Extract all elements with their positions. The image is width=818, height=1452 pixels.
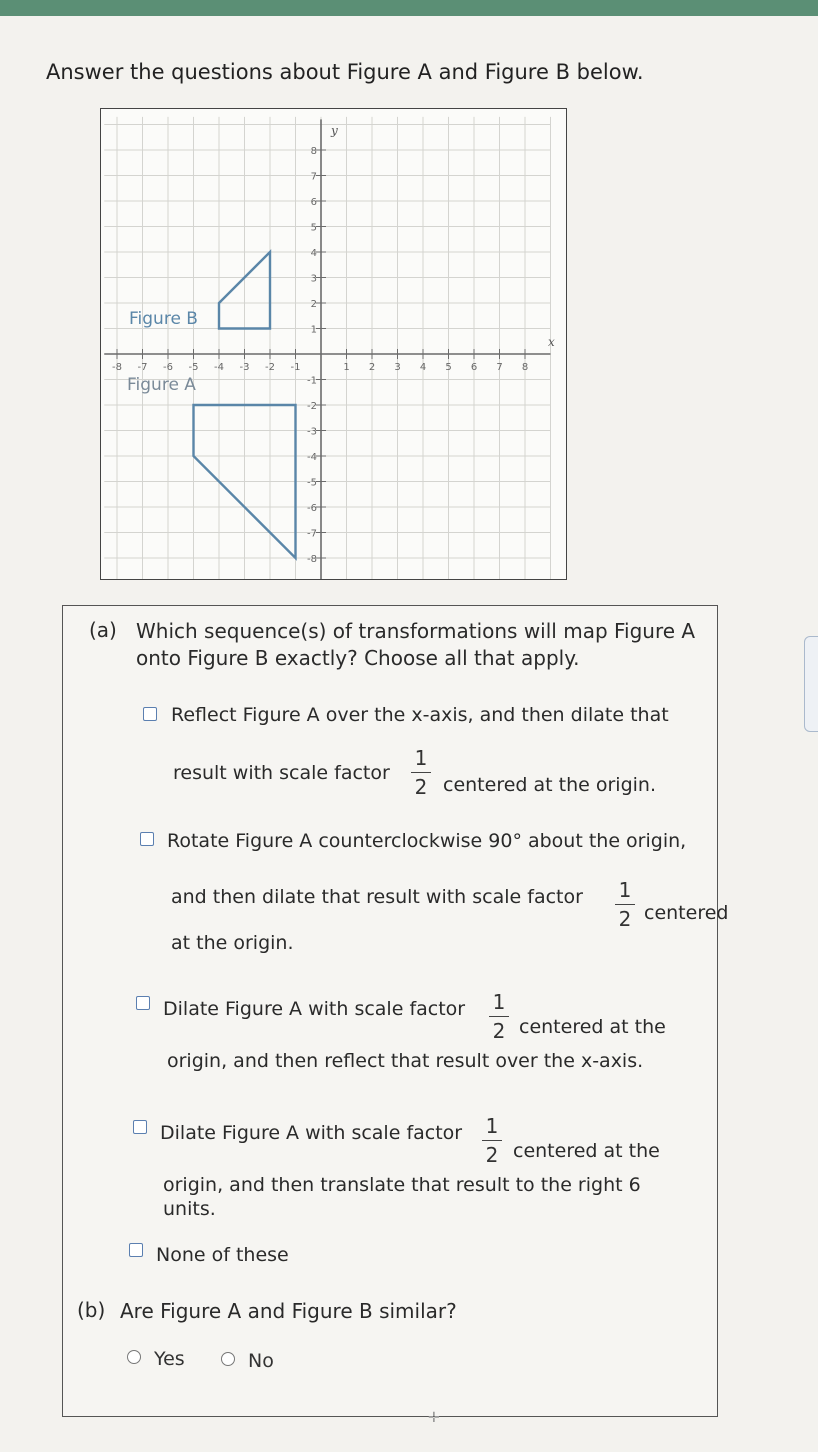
- coordinate-graph: [100, 108, 567, 580]
- y-tick-label: -6: [307, 503, 317, 514]
- fraction-denominator: 2: [414, 775, 428, 799]
- option-1-fraction: [409, 746, 433, 799]
- x-tick-label: 7: [496, 362, 503, 373]
- fraction-numerator: 1: [485, 1114, 499, 1138]
- cursor-icon: ✛: [428, 1410, 440, 1426]
- part-b-label: (b): [77, 1298, 106, 1322]
- option-2-line3: at the origin.: [171, 932, 294, 954]
- fraction-bar: [615, 904, 635, 905]
- x-tick-label: -2: [265, 362, 275, 373]
- option-3-checkbox[interactable]: [136, 996, 150, 1010]
- y-tick-label: -7: [307, 528, 317, 540]
- part-a-label: (a): [89, 618, 117, 642]
- x-tick-label: -4: [214, 362, 224, 373]
- part-a-question-line1: Which sequence(s) of transformations will map Figure A: [136, 619, 696, 643]
- x-tick-label: -7: [137, 362, 148, 373]
- fraction-bar: [482, 1140, 502, 1141]
- figure-b-label: Figure B: [129, 309, 198, 329]
- fraction-bar: [489, 1016, 509, 1017]
- option-2-line2-post: centered: [644, 902, 729, 924]
- fraction-numerator: 1: [492, 990, 506, 1014]
- fraction-numerator: 1: [618, 878, 632, 902]
- option-5-checkbox[interactable]: [129, 1243, 143, 1257]
- y-tick-label: -3: [307, 426, 317, 438]
- option-2-line1: Rotate Figure A counterclockwise 90° about the origin,: [167, 830, 687, 852]
- y-tick-label: 2: [310, 299, 317, 310]
- top-bar: [0, 0, 818, 16]
- fraction-denominator: 2: [618, 907, 632, 931]
- option-1-line2-pre: result with scale factor: [173, 762, 390, 784]
- graph-svg: [101, 109, 566, 579]
- option-3-fraction: [487, 990, 511, 1043]
- option-4-line2: origin, and then translate that result to the right 6: [163, 1174, 641, 1196]
- yes-label[interactable]: Yes: [154, 1348, 185, 1370]
- y-tick-label: -8: [307, 554, 317, 565]
- y-tick-label: -5: [307, 477, 317, 489]
- x-tick-label: -3: [239, 362, 250, 373]
- x-tick-label: 1: [343, 362, 350, 373]
- option-1-line1: Reflect Figure A over the x-axis, and then dilate that: [171, 704, 669, 726]
- option-4-fraction: [480, 1114, 504, 1167]
- fraction-bar: [411, 772, 431, 773]
- x-tick-label: 5: [445, 362, 452, 373]
- questions-panel: [62, 605, 729, 1417]
- option-3-line2: origin, and then reflect that result over the x-axis.: [167, 1050, 644, 1072]
- option-1-checkbox[interactable]: [143, 707, 157, 721]
- yes-radio[interactable]: [127, 1350, 141, 1364]
- figure-a-label: Figure A: [127, 375, 196, 395]
- x-tick-label: -5: [188, 362, 199, 373]
- option-1-line2-post: centered at the origin.: [443, 774, 656, 796]
- no-radio[interactable]: [221, 1352, 235, 1366]
- option-3-line1-post: centered at the: [519, 1016, 666, 1038]
- option-5-line1: None of these: [156, 1244, 289, 1266]
- x-tick-label: -8: [112, 362, 122, 373]
- part-a-question: [136, 618, 695, 672]
- option-4-checkbox[interactable]: [133, 1120, 147, 1134]
- option-4-line1-pre: Dilate Figure A with scale factor: [160, 1122, 463, 1144]
- part-a-question-line2: onto Figure B exactly? Choose all that apply.: [136, 646, 580, 670]
- x-axis-label: x: [547, 335, 555, 349]
- instruction-text: Answer the questions about Figure A and Figure B below.: [46, 60, 644, 84]
- option-2-fraction: [613, 878, 637, 931]
- x-tick-label: 2: [368, 362, 376, 373]
- y-tick-label: 7: [310, 171, 317, 183]
- option-2-line2-pre: and then dilate that result with scale factor: [171, 886, 583, 908]
- x-tick-label: 3: [394, 362, 401, 373]
- option-4-line1-post: centered at the: [513, 1140, 660, 1162]
- side-panel-edge: [804, 636, 818, 732]
- y-tick-label: 4: [310, 248, 317, 259]
- y-axis-label: y: [331, 123, 338, 138]
- x-tick-label: 8: [521, 362, 529, 373]
- y-tick-label: -2: [307, 401, 317, 412]
- y-tick-label: 6: [310, 197, 317, 208]
- fraction-numerator: 1: [414, 746, 428, 770]
- y-tick-label: 3: [310, 273, 317, 285]
- part-b-question: Are Figure A and Figure B similar?: [120, 1299, 457, 1323]
- x-tick-label: 6: [470, 362, 478, 373]
- option-2-checkbox[interactable]: [140, 832, 154, 846]
- y-tick-label: -1: [307, 375, 317, 387]
- no-label[interactable]: No: [248, 1350, 274, 1372]
- x-tick-label: 4: [419, 362, 427, 373]
- option-3-line1-pre: Dilate Figure A with scale factor: [163, 998, 466, 1020]
- fraction-denominator: 2: [485, 1143, 499, 1167]
- y-tick-label: 8: [310, 146, 317, 157]
- y-tick-label: 5: [310, 222, 317, 234]
- y-tick-label: -4: [307, 452, 317, 463]
- option-4-line3: units.: [163, 1198, 216, 1220]
- fraction-denominator: 2: [492, 1019, 506, 1043]
- x-tick-label: -6: [163, 362, 173, 373]
- x-tick-label: -1: [290, 362, 301, 373]
- y-tick-label: 1: [310, 324, 317, 336]
